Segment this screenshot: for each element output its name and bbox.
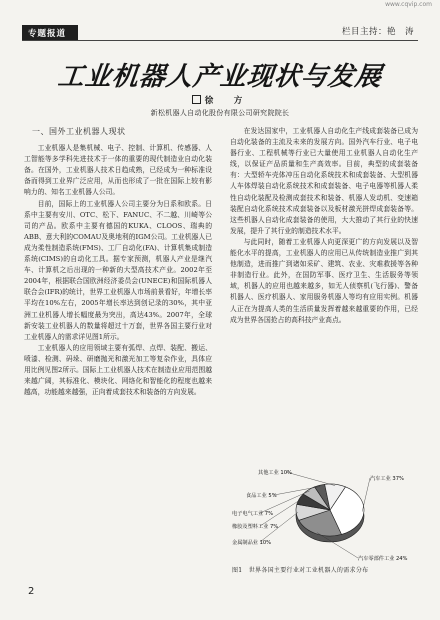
author-line xyxy=(0,94,440,106)
slice-label: 食品工业 5% xyxy=(246,493,277,499)
page-header xyxy=(0,0,440,40)
slice-label: 金属制品业 10% xyxy=(232,540,272,546)
paragraph: 在发达国家中，工业机器人自动化生产线成套装备已成为自动化装备的主流及未来的发展方向。国外汽车行业、电子电器行业、工程机械等行业已大量使用工业机器人自动化生产线，以保证产品质量和生产高效率。目前，典型的成套装备有：大型轿车壳体冲压自动化系统技术和成套装备、大型机器人车体焊装自动化系统技术和成套装备、电子电器等机器人柔性自动化装配及检测成套技术和装备、机器人发动机、变速箱装配自动化系统技术成套装备以及板材激光拼焊成套装备等。这些机器人自动化成套装备的使用，大大推动了其行业的快速发展，提升了其行业的制造技术水平。 xyxy=(230,127,418,235)
section-heading: 一、国外工业机器人现状 xyxy=(32,127,126,136)
slice-label: 橡胶及塑料工业 7% xyxy=(232,524,279,530)
slice-label: 其他工业 10% xyxy=(258,470,292,476)
leader-line xyxy=(362,478,370,512)
square-icon xyxy=(192,95,201,104)
title-block xyxy=(0,62,440,118)
paragraph: 与此同时，随着工业机器人向更深更广的方向发展以及智能化水平的提高，工业机器人的应用已从传统制造业推广到其他制造，进而推广到诸如采矿、建筑、农业、灾难救援等各种非制造行业。此外，在国防军事、医疗卫生、生活服务等领域，机器人的应用也越来越多，如无人侦察机(飞行器)、警备机器人、医疗机器人、家用服务机器人等均有应用实例。机器人正在为提高人类的生活质量发挥着越来越重要的作用，已经成为世界各国抢占的高科技产业高点。 xyxy=(230,237,418,324)
article-title: 工业机器人产业现状与发展 xyxy=(56,62,384,92)
author-name: 徐 方 xyxy=(204,96,249,106)
paragraph: 工业机器人是集机械、电子、控制、计算机、传感器、人工智能等多学科先进技术于一体的重要的现代制造业自动化装备。在国外，工业机器人技术日趋成熟，已经成为一种标准设备而得到工业界广泛应用，从而也形成了一批在国际上较有影响力的、知名工业机器人公司。 xyxy=(24,144,212,197)
pie-chart-svg xyxy=(230,458,420,568)
header-divider xyxy=(22,40,418,41)
right-column xyxy=(230,126,418,326)
paragraph: 目前，国际上的工业机器人公司主要分为日系和欧系。日系中主要有安川、OTC、松下、FANUC、不二越、川崎等公司的产品。欧系中主要有德国的KUKA、CLOOS、瑞典的ABB、意大利的COMAU及奥地利的IGM公司。工业机器人已成为柔性制造系统(FMS)、工厂自动化(FA)、计算机集成制造系统(CIMS)的自动化工具。据专家预测，机器人产业是继汽车、计算机之后出现的一种新的大型高技术产业。2002年至2004年，根据联合国欧洲经济委员会(UNECE)和国际机器人联合会(IFR)的统计，世界工业机器人市场前景看好，年增长率平均在10%左右，2005年增长率达到创记录的30%，其中亚洲工业机器人增长幅度最为突出，高达43%。2007年，全球新安装工业机器人的数量将超过十万套，世界各国主要行业对工业机器人的需求详见图1所示。 xyxy=(24,199,212,341)
paragraph: 工业机器人的应用领域主要有弧焊、点焊、装配、搬运、喷漆、检测、码垛、研磨抛光和激光加工等复杂作业，具体应用比例见图2所示。国际上工业机器人技术在制造业应用范围越来越广阔，其标准化、模块化、网络化和智能化的程度也越来越高，功能越来越强，正向着成套技术和装备的方向发展。 xyxy=(24,343,212,397)
section-tag: 专题报道 xyxy=(22,25,78,41)
website-watermark: www.cqvip.com xyxy=(385,1,432,8)
figure-caption: 图1 世界各国主要行业对工业机器人的需求分布 xyxy=(232,567,369,574)
leader-line xyxy=(286,472,335,486)
slice-label: 汽车零部件工业 24% xyxy=(358,556,408,562)
page-number: 2 xyxy=(28,586,35,597)
pie-chart xyxy=(230,458,420,568)
author-affiliation: 新松机器人自动化股份有限公司研究院院长 xyxy=(150,109,290,117)
column-editor: 栏目主持：艳 涛 xyxy=(341,27,414,37)
left-column xyxy=(24,126,212,398)
slice-label: 电子电气工业 7% xyxy=(232,511,274,517)
slice-label: 汽车工业 37% xyxy=(370,476,404,482)
